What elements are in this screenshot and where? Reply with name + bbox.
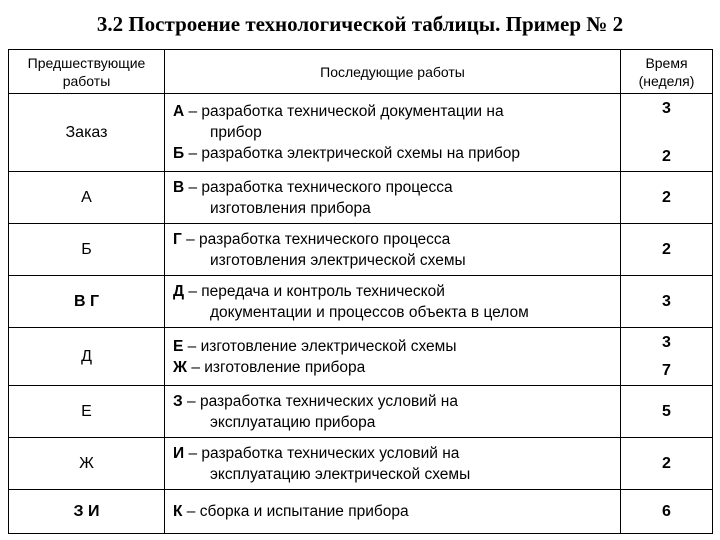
task-continuation: изготовления электрической схемы [210, 251, 466, 269]
successor-cell [165, 328, 621, 386]
header-row [9, 50, 713, 94]
task-text: – передача и контроль технической [184, 282, 445, 300]
task-letter: Ж [173, 358, 188, 376]
task-text: – разработка технических условий на [184, 444, 460, 462]
task-line [173, 177, 616, 198]
task-item [173, 391, 616, 433]
time-value: 3 [662, 99, 671, 117]
task-continuation: изготовления прибора [210, 199, 371, 217]
task-item [173, 357, 616, 378]
task-text: – сборка и испытание прибора [182, 503, 409, 520]
task-letter: Д [173, 282, 185, 300]
task-letter: К [173, 503, 183, 520]
time-value: 2 [662, 147, 671, 165]
header-successors: Последующие работы [165, 50, 621, 94]
task-line [173, 281, 616, 302]
task-line [173, 443, 616, 464]
technology-table [8, 49, 713, 534]
task-text: – изготовление прибора [187, 358, 366, 376]
task-letter: И [173, 444, 185, 462]
task-line [173, 391, 616, 412]
task-item [173, 177, 616, 219]
time-cell [621, 328, 713, 386]
time-value: 7 [662, 361, 671, 379]
task-item [173, 101, 616, 143]
time-value: 2 [662, 454, 671, 472]
task-item [173, 143, 616, 164]
predecessor-cell: Д [9, 328, 165, 386]
page-title: 3.2 Построение технологической таблицы. Пример № 2 [96, 12, 624, 36]
predecessor-cell: Ж [9, 438, 165, 490]
task-continuation: документации и процессов объекта в целом [210, 303, 529, 321]
task-line [173, 143, 616, 164]
successor-cell [165, 224, 621, 276]
successor-cell [165, 386, 621, 438]
task-item [173, 501, 616, 522]
task-letter: Г [173, 230, 182, 248]
time-value: 2 [662, 188, 671, 206]
successor-cell [165, 438, 621, 490]
task-item [173, 336, 616, 357]
time-value: 2 [662, 240, 671, 258]
time-cell [621, 276, 713, 328]
successor-cell [165, 490, 621, 534]
task-text: – разработка технической документации на [184, 103, 504, 120]
table-row [9, 224, 713, 276]
time-cell [621, 490, 713, 534]
task-line [173, 229, 616, 250]
time-value: 6 [662, 502, 671, 520]
table-row [9, 94, 713, 172]
task-line [173, 336, 616, 357]
task-letter: З [173, 392, 183, 410]
task-continuation: эксплуатацию прибора [210, 413, 376, 431]
table-row [9, 276, 713, 328]
time-cell [621, 438, 713, 490]
successor-cell [165, 172, 621, 224]
task-text: – изготовление электрической схемы [183, 337, 457, 355]
task-text: – разработка технического процесса [181, 230, 451, 248]
predecessor-cell: Заказ [9, 94, 165, 172]
predecessor-cell: Б [9, 224, 165, 276]
predecessor-cell: З И [9, 490, 165, 534]
task-letter: А [173, 103, 185, 120]
table-row [9, 386, 713, 438]
task-item [173, 443, 616, 485]
header-time: Время (неделя) [621, 50, 713, 94]
task-line [173, 101, 616, 122]
task-item [173, 281, 616, 323]
table-row [9, 172, 713, 224]
task-item [173, 229, 616, 271]
task-line [173, 501, 616, 522]
time-value: 3 [662, 292, 671, 310]
task-text: – разработка электрической схемы на прибор [184, 145, 520, 162]
task-letter: Б [173, 145, 185, 162]
time-cell [621, 224, 713, 276]
predecessor-cell: Е [9, 386, 165, 438]
table-row [9, 490, 713, 534]
predecessor-cell: В Г [9, 276, 165, 328]
time-value: 3 [662, 333, 671, 351]
successor-cell [165, 94, 621, 172]
predecessor-cell: А [9, 172, 165, 224]
time-cell [621, 94, 713, 172]
time-cell [621, 172, 713, 224]
table-row [9, 328, 713, 386]
time-value: 5 [662, 402, 671, 420]
task-text: – разработка технических условий на [182, 392, 458, 410]
task-letter: Е [173, 337, 184, 355]
task-continuation: прибор [210, 124, 262, 141]
header-predecessors: Предшествующие работы [9, 50, 165, 94]
task-continuation: эксплуатацию электрической схемы [210, 465, 471, 483]
task-text: – разработка технического процесса [184, 178, 453, 196]
task-letter: В [173, 178, 185, 196]
successor-cell [165, 276, 621, 328]
time-cell [621, 386, 713, 438]
table-row [9, 438, 713, 490]
task-line [173, 357, 616, 378]
